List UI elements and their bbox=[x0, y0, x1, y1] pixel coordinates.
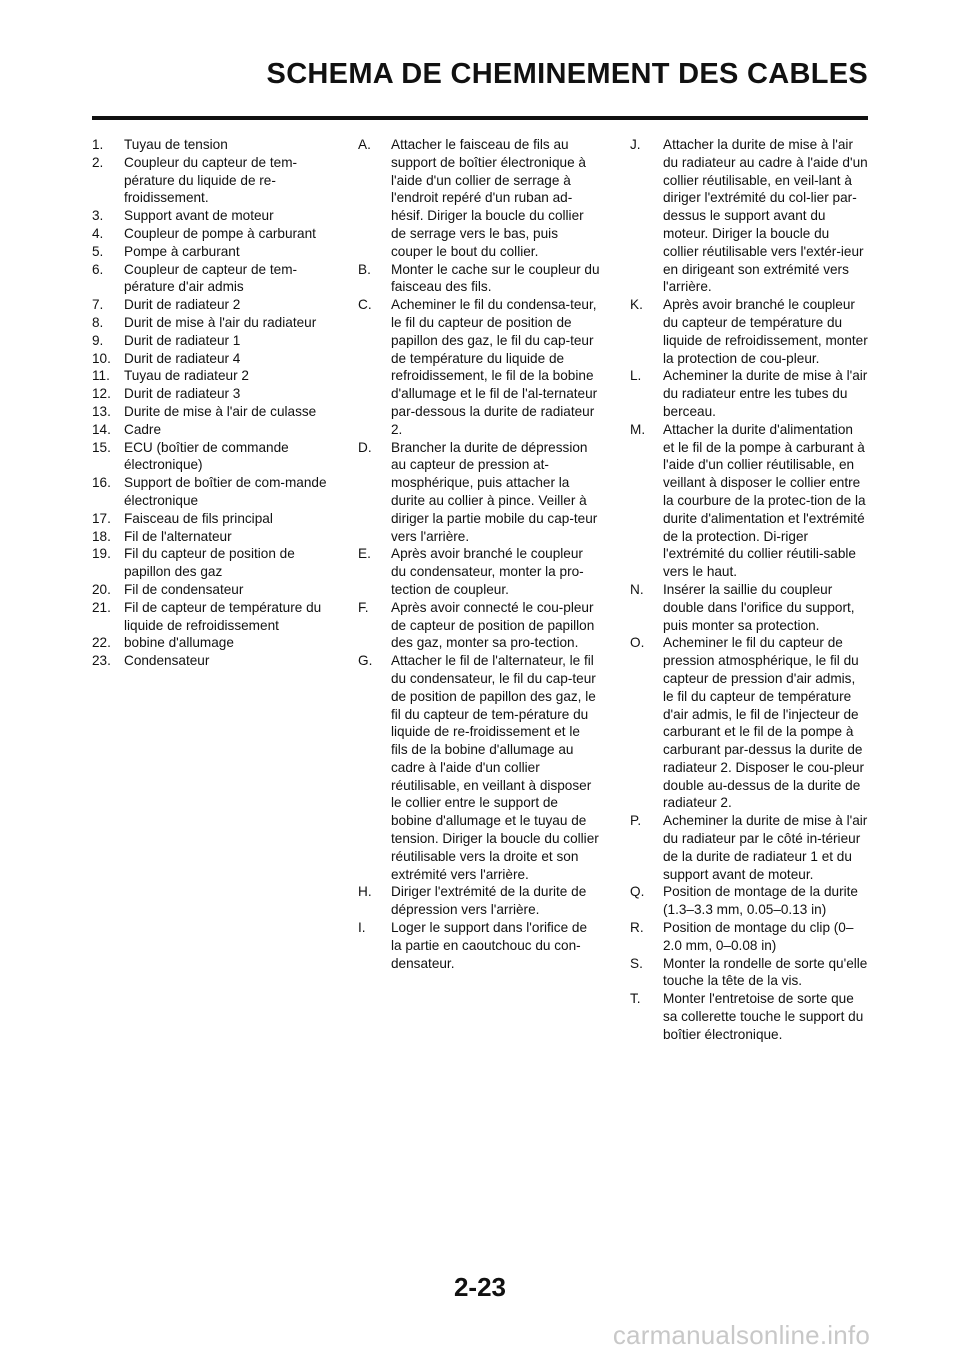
legend-item bbox=[358, 599, 600, 652]
page-title: SCHEMA DE CHEMINEMENT DES CABLES bbox=[266, 58, 868, 90]
legend-item-text: Fil de capteur de température du liquide de refroidissement bbox=[124, 599, 322, 633]
legend-item-text: Position de montage de la durite (1.3–3.3 mm, 0.05–0.13 in) bbox=[663, 884, 858, 918]
legend-item bbox=[358, 919, 600, 972]
legend-item-text: Durit de radiateur 2 bbox=[124, 297, 241, 313]
legend-item bbox=[92, 261, 340, 297]
legend-item-number: Q. bbox=[630, 884, 645, 900]
legend-item-text: ECU (boîtier de commande électronique) bbox=[124, 439, 289, 473]
numbered-legend bbox=[92, 136, 340, 670]
legend-item-number: 1. bbox=[92, 137, 104, 152]
legend-item-text: Après avoir branché le coupleur du condensateur, monter la pro-tection de coupleur. bbox=[391, 546, 584, 597]
legend-item-text: Monter le cache sur le coupleur du faisceau des fils. bbox=[391, 261, 600, 295]
legend-item bbox=[92, 243, 340, 261]
lettered-legend-a-i bbox=[358, 136, 600, 972]
legend-item-text: Acheminer la durite de mise à l'air du radiateur entre les tubes du berceau. bbox=[663, 368, 868, 419]
legend-item bbox=[92, 154, 340, 207]
legend-item bbox=[92, 599, 340, 635]
legend-item-number: 9. bbox=[92, 332, 104, 348]
watermark: carmanualsonline.info bbox=[612, 1320, 870, 1350]
legend-item-number: C. bbox=[358, 297, 372, 313]
legend-item bbox=[630, 296, 868, 367]
legend-item-text: Support de boîtier de com-mande électronique bbox=[124, 475, 327, 508]
legend-item bbox=[358, 883, 600, 919]
legend-item-text: Coupleur du capteur de tem-pérature du liquide de re-froidissement. bbox=[124, 154, 298, 206]
legend-item-text: Tuyau de tension bbox=[124, 137, 228, 152]
legend-item-number: 2. bbox=[92, 154, 104, 170]
legend-item-text: Acheminer le fil du condensa-teur, le fil du capteur de position de papillon des gaz, le fil du cap-teur de température du liquide de refroidissement, le fil de la bobine d'allumage et le fil de l'al-ternateur par-dessous la durite de radiateur 2. bbox=[391, 297, 598, 437]
legend-item-text: Brancher la durite de dépression au capteur de pression at-mosphérique, puis attacher la durite au collier à pince. Veiller à diriger la partie mobile du cap-teur vers l'arrière. bbox=[391, 439, 598, 544]
legend-item-text: Durit de radiateur 3 bbox=[124, 386, 241, 402]
legend-item-number: 11. bbox=[92, 368, 110, 384]
legend-item bbox=[630, 136, 868, 296]
legend-item-text: Fil de condensateur bbox=[124, 581, 244, 597]
legend-item bbox=[630, 634, 868, 812]
legend-item bbox=[630, 883, 868, 919]
legend-item-text: Loger le support dans l'orifice de la partie en caoutchouc du con-densateur. bbox=[391, 920, 588, 971]
legend-item-number: R. bbox=[630, 920, 644, 936]
legend-item-number: 7. bbox=[92, 297, 104, 313]
legend-item-number: 16. bbox=[92, 475, 111, 491]
legend-item-number: 6. bbox=[92, 261, 104, 277]
legend-item bbox=[630, 367, 868, 420]
legend-item-number: M. bbox=[630, 421, 646, 437]
legend-item-number: 17. bbox=[92, 510, 111, 526]
legend-item-text: Condensateur bbox=[124, 653, 210, 669]
legend-item bbox=[358, 296, 600, 438]
legend-item-text: Faisceau de fils principal bbox=[124, 510, 273, 526]
legend-item-number: B. bbox=[358, 261, 371, 277]
legend-item-text: Position de montage du clip (0–2.0 mm, 0–0.08 in) bbox=[663, 920, 854, 953]
legend-item-text: Acheminer la durite de mise à l'air du radiateur par le côté in-térieur de la durite de radiateur 1 et du support avant de moteur. bbox=[663, 813, 868, 882]
legend-item bbox=[92, 545, 340, 581]
legend-item bbox=[92, 528, 340, 546]
legend-item-text: Cadre bbox=[124, 421, 162, 437]
legend-item-number: 20. bbox=[92, 581, 111, 597]
legend-item-number: 4. bbox=[92, 225, 104, 241]
legend-item-number: 12. bbox=[92, 386, 111, 402]
legend-item-number: O. bbox=[630, 635, 645, 651]
legend-item-number: H. bbox=[358, 884, 372, 900]
legend-item bbox=[358, 439, 600, 546]
legend-item-number: 14. bbox=[92, 421, 111, 437]
legend-item-text: Tuyau de radiateur 2 bbox=[124, 368, 249, 384]
legend-item-text: Coupleur de capteur de tem-pérature d'air admis bbox=[124, 261, 298, 295]
legend-item bbox=[92, 510, 340, 528]
legend-item-text: Durit de radiateur 4 bbox=[124, 350, 241, 366]
legend-item bbox=[92, 207, 340, 225]
legend-item-number: D. bbox=[358, 439, 372, 455]
legend-item-number: K. bbox=[630, 297, 643, 313]
legend-item bbox=[358, 136, 600, 261]
legend-item-number: T. bbox=[630, 991, 641, 1007]
legend-item-number: S. bbox=[630, 955, 643, 971]
legend-item-number: G. bbox=[358, 653, 373, 669]
legend-item-number: L. bbox=[630, 368, 642, 384]
legend-item bbox=[630, 581, 868, 634]
legend-item bbox=[92, 403, 340, 421]
legend-item-text: Durit de radiateur 1 bbox=[124, 332, 241, 348]
legend-item bbox=[92, 314, 340, 332]
legend-item-text: Monter la rondelle de sorte qu'elle touche la tête de la vis. bbox=[663, 955, 868, 989]
legend-item bbox=[630, 919, 868, 955]
legend-item-number: 13. bbox=[92, 403, 111, 419]
legend-item-number: 15. bbox=[92, 439, 111, 455]
legend-item-text: Durite de mise à l'air de culasse bbox=[124, 403, 317, 419]
legend-item-text: Après avoir connecté le cou-pleur de capteur de position de papillon des gaz, monter sa pro-tection. bbox=[391, 599, 595, 651]
legend-item bbox=[92, 421, 340, 439]
legend-item-text: bobine d'allumage bbox=[124, 635, 234, 651]
lettered-legend-j-t bbox=[630, 136, 868, 1044]
legend-item-text: Attacher le fil de l'alternateur, le fil du condensateur, le fil du cap-teur de position de papillon des gaz, le fil du capteur de tem-pérature du liquide de re-froidissement et le fils de la bobine d'allumage au cadre à l'aide d'un collier réutilisable, en veillant à disposer le collier entre le support de bobine d'allumage et le tuyau de tension. Diriger la boucle du collier réutilisable vers la droite et son extrémité vers l'arrière. bbox=[391, 653, 599, 882]
legend-item bbox=[92, 367, 340, 385]
legend-item-number: 8. bbox=[92, 314, 104, 330]
legend-item-number: 22. bbox=[92, 635, 111, 651]
legend-item-number: 10. bbox=[92, 350, 111, 366]
legend-item-number: 21. bbox=[92, 599, 111, 615]
legend-item bbox=[358, 261, 600, 297]
legend-item bbox=[92, 581, 340, 599]
legend-item bbox=[92, 296, 340, 314]
legend-item bbox=[92, 225, 340, 243]
legend-item-text: Fil de l'alternateur bbox=[124, 528, 232, 544]
legend-item-text: Coupleur de pompe à carburant bbox=[124, 225, 316, 241]
legend-item-number: F. bbox=[358, 599, 369, 615]
legend-item-number: 18. bbox=[92, 528, 111, 544]
legend-item-text: Insérer la saillie du coupleur double dans l'orifice du support, puis monter sa protection. bbox=[663, 581, 855, 633]
legend-item bbox=[630, 955, 868, 991]
legend-item-text: Acheminer le fil du capteur de pression atmosphérique, le fil du capteur de pression d'air admis, le fil du capteur de température d'air admis, le fil de l'injecteur de carburant et le fil de la pompe à carburant par-dessus la durite de radiateur 2. Disposer le cou-pleur double au-dessus de la durite de radiateur 2. bbox=[663, 635, 864, 811]
legend-item-number: 5. bbox=[92, 243, 104, 259]
legend-item-number: A. bbox=[358, 137, 371, 152]
legend-item-text: Attacher la durite d'alimentation et le fil de la pompe à carburant à l'aide d'un collier réutilisable, en veillant à disposer le collier entre la courbure de la protec-tion de la durite d'alimentation et l'extrémité de la protection. Di-riger l'extrémité du collier réutili-sable vers le haut. bbox=[663, 421, 866, 580]
legend-item-number: 19. bbox=[92, 546, 111, 562]
legend-item bbox=[92, 652, 340, 670]
legend-item bbox=[92, 474, 340, 510]
legend-item-text: Pompe à carburant bbox=[124, 243, 240, 259]
legend-item bbox=[630, 990, 868, 1043]
legend-item-number: E. bbox=[358, 546, 371, 562]
header-rule bbox=[92, 116, 868, 120]
legend-item-text: Après avoir branché le coupleur du capteur de température du liquide de refroidissement, monter la protection de cou-pleur. bbox=[663, 297, 868, 366]
legend-item-number: P. bbox=[630, 813, 642, 829]
legend-item bbox=[92, 332, 340, 350]
legend-item-number: 23. bbox=[92, 653, 111, 669]
legend-item-number: N. bbox=[630, 581, 644, 597]
legend-item-number: 3. bbox=[92, 208, 104, 224]
legend-item bbox=[92, 350, 340, 368]
legend-item bbox=[358, 545, 600, 598]
legend-item-text: Monter l'entretoise de sorte que sa collerette touche le support du boîtier électronique. bbox=[663, 991, 864, 1042]
legend-item bbox=[92, 634, 340, 652]
legend-item bbox=[92, 385, 340, 403]
legend-item bbox=[630, 812, 868, 883]
legend-item-text: Diriger l'extrémité de la durite de dépression vers l'arrière. bbox=[391, 884, 587, 918]
legend-item-text: Support avant de moteur bbox=[124, 208, 274, 224]
legend-item bbox=[358, 652, 600, 883]
legend-item-number: I. bbox=[358, 920, 366, 936]
legend-item bbox=[92, 439, 340, 475]
legend-item-text: Fil du capteur de position de papillon des gaz bbox=[124, 546, 295, 580]
legend-item bbox=[630, 421, 868, 581]
legend-item bbox=[92, 136, 340, 154]
legend-item-text: Attacher le faisceau de fils au support de boîtier électronique à l'aide d'un collier de serrage à l'endroit repéré d'un ruban ad-hésif. Diriger la boucle du collier de serrage vers le bas, puis couper le bout du collier. bbox=[391, 137, 586, 259]
legend-item-number: J. bbox=[630, 137, 641, 152]
page-number: 2-23 bbox=[453, 1272, 507, 1302]
legend-item-text: Attacher la durite de mise à l'air du radiateur au cadre à l'aide d'un collier réutilisable, en veil-lant à diriger l'extrémité du col-lier par-dessus le support avant du moteur. Diriger la boucle du collier réutilisable vers l'extér-ieur en dirigeant son extrémité vers l'arrière. bbox=[663, 137, 868, 295]
legend-item-text: Durit de mise à l'air du radiateur bbox=[124, 314, 317, 330]
